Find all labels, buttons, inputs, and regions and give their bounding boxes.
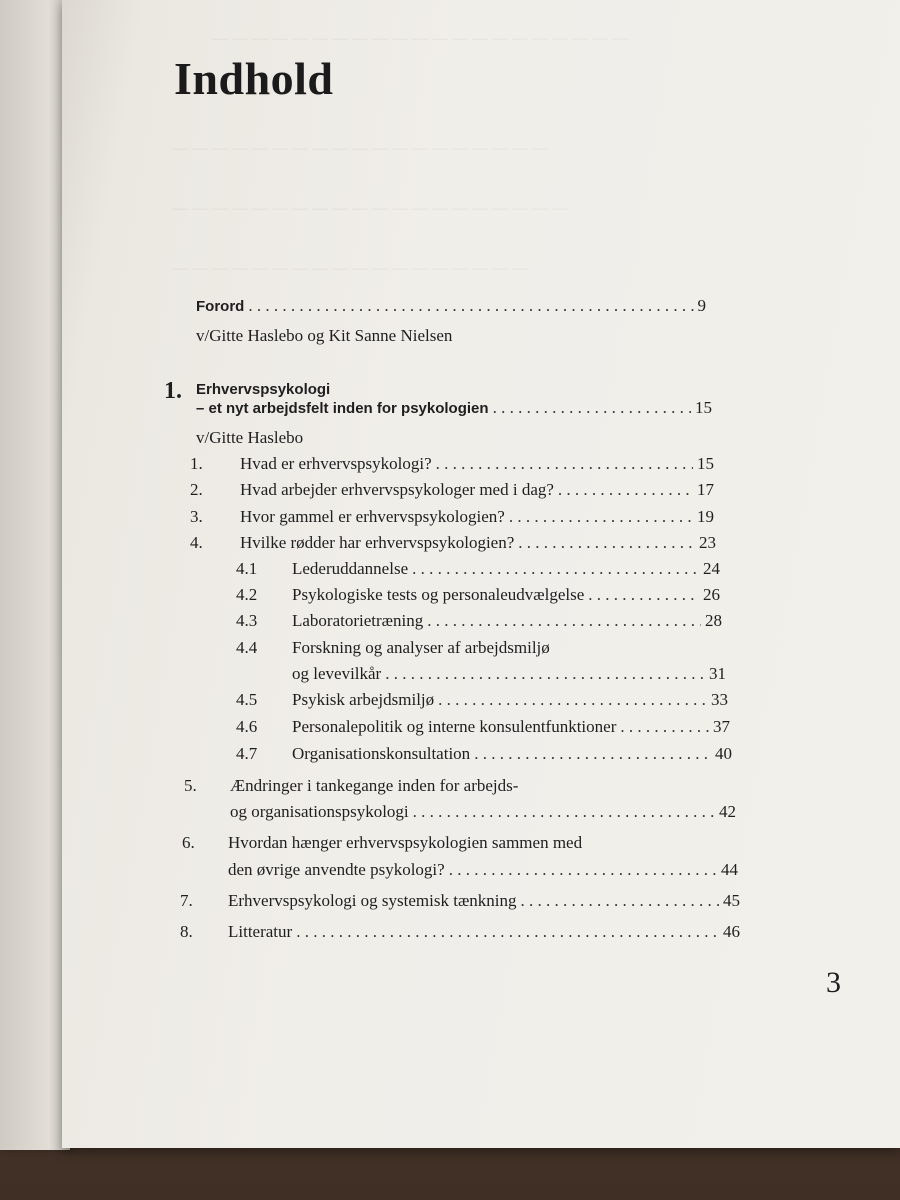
toc-page-number: 33 — [711, 690, 728, 709]
show-through-text: — — — — — — — — — — — — — — — — — — — — — — [212, 30, 628, 47]
toc-entry — [182, 833, 582, 853]
toc-entry-forord — [196, 296, 706, 316]
toc-entry-title: Ændringer i tankegange inden for arbejds- — [230, 776, 519, 795]
toc-entry-title: Litteratur — [228, 922, 293, 941]
toc-entry — [184, 776, 518, 796]
toc-entry-title: Hvordan hænger erhvervspsykologien sammen med — [228, 833, 583, 852]
toc-subentry-continuation — [292, 664, 726, 684]
toc-page-number: 37 — [713, 717, 730, 736]
toc-entry-title: Psykisk arbejdsmiljø — [292, 690, 435, 709]
toc-entry-title: Hvad arbejder erhvervspsykologer med i dag? — [240, 480, 554, 499]
chapter-number: 1. — [164, 378, 182, 404]
toc-page-number: 45 — [723, 891, 740, 910]
toc-entry-number: 4.7 — [236, 744, 258, 763]
toc-entry — [180, 891, 740, 911]
show-through-text: — — — — — — — — — — — — — — — — — — — — [172, 140, 548, 157]
toc-subentry — [236, 717, 730, 737]
toc-entry-continuation — [230, 802, 736, 822]
leader-dots — [509, 507, 693, 527]
chapter-title-line1 — [196, 381, 330, 398]
page-title: Indhold — [174, 53, 334, 104]
toc-entry-title: Laboratorietræning — [292, 611, 424, 630]
chapter-subtitle: – et nyt arbejdsfelt inden for psykologien — [196, 400, 489, 417]
toc-subentry — [236, 638, 550, 658]
toc-entry-number: 4.1 — [236, 559, 258, 578]
toc-entry-title: Hvad er erhvervspsykologi? — [240, 454, 432, 473]
toc-page-number: 9 — [697, 296, 706, 315]
toc-page-number: 28 — [705, 611, 722, 630]
toc-page-number: 19 — [697, 507, 714, 526]
toc-page-number: 31 — [709, 664, 726, 683]
toc-page-number: 15 — [697, 454, 714, 473]
leader-dots — [558, 480, 693, 500]
toc-page-number: 44 — [721, 860, 738, 879]
leader-dots — [427, 611, 701, 631]
toc-entry-number: 8. — [180, 922, 193, 941]
leader-dots — [438, 690, 707, 710]
toc-page-number: 26 — [703, 585, 720, 604]
toc-entry-title: den øvrige anvendte psykologi? — [228, 860, 445, 879]
leader-dots — [413, 802, 715, 822]
toc-entry-title: Psykologiske tests og personaleudvælgelse — [292, 585, 585, 604]
leader-dots — [620, 717, 709, 737]
author-text: v/Gitte Haslebo — [196, 428, 304, 447]
author-text: v/Gitte Haslebo og Kit Sanne Nielsen — [196, 326, 453, 345]
leader-dots — [449, 860, 717, 880]
toc-page-number: 42 — [719, 802, 736, 821]
leader-dots — [474, 744, 711, 764]
toc-page-number: 24 — [703, 559, 720, 578]
leader-dots — [385, 664, 705, 684]
leader-dots — [518, 533, 695, 553]
chapter-title: Erhvervspsykologi — [196, 381, 331, 398]
toc-entry-number: 4.3 — [236, 611, 258, 630]
toc-entry-continuation — [228, 860, 738, 880]
toc-subentry — [236, 559, 720, 579]
toc-entry-number: 4.6 — [236, 717, 258, 736]
toc-entry-title: Personalepolitik og interne konsulentfunktioner — [292, 717, 617, 736]
toc-entry-title: Hvor gammel er erhvervspsykologien? — [240, 507, 505, 526]
toc-page-number: 40 — [715, 744, 732, 763]
toc-entry-number: 2. — [190, 480, 203, 499]
toc-page-number: 15 — [695, 398, 712, 417]
show-through-text: — — — — — — — — — — — — — — — — — — — — — [172, 200, 568, 217]
leader-dots — [493, 398, 691, 418]
toc-entry-number: 1. — [190, 454, 203, 473]
toc-entry-number: 4.2 — [236, 585, 258, 604]
toc-entry-number: 5. — [184, 776, 197, 795]
leader-dots — [436, 454, 693, 474]
toc-entry-title: og organisationspsykologi — [230, 802, 409, 821]
toc-author — [196, 428, 303, 448]
toc-subentry — [236, 611, 722, 631]
toc-entry — [180, 922, 740, 942]
toc-entry-title: og levevilkår — [292, 664, 382, 683]
page-number: 3 — [826, 966, 841, 999]
toc-author — [196, 326, 452, 346]
toc-entry-number: 4.5 — [236, 690, 258, 709]
toc-page-number: 46 — [723, 922, 740, 941]
toc-page-number: 23 — [699, 533, 716, 552]
leader-dots — [412, 559, 699, 579]
leader-dots — [588, 585, 699, 605]
show-through-text: — — — — — — — — — — — — — — — — — — — [172, 260, 528, 277]
toc-subentry — [236, 690, 728, 710]
toc-entry — [190, 454, 714, 474]
toc-entry-title: Forord — [196, 298, 245, 315]
leader-dots — [296, 922, 719, 942]
chapter-title-line2 — [196, 398, 712, 418]
toc-subentry — [236, 585, 720, 605]
leader-dots — [248, 296, 693, 316]
toc-entry — [190, 533, 716, 553]
toc-entry — [190, 480, 714, 500]
toc-entry-title: Organisationskonsultation — [292, 744, 471, 763]
toc-entry — [190, 507, 714, 527]
toc-entry-number: 4.4 — [236, 638, 258, 657]
leader-dots — [521, 891, 719, 911]
toc-page-number: 17 — [697, 480, 714, 499]
toc-entry-title: Hvilke rødder har erhvervspsykologien? — [240, 533, 515, 552]
toc-entry-number: 4. — [190, 533, 203, 552]
toc-entry-number: 3. — [190, 507, 203, 526]
toc-entry-title: Erhvervspsykologi og systemisk tænkning — [228, 891, 517, 910]
toc-subentry — [236, 744, 732, 764]
toc-entry-number: 7. — [180, 891, 193, 910]
toc-entry-title: Forskning og analyser af arbejdsmiljø — [292, 638, 550, 657]
toc-entry-number: 6. — [182, 833, 195, 852]
toc-entry-title: Lederuddannelse — [292, 559, 409, 578]
